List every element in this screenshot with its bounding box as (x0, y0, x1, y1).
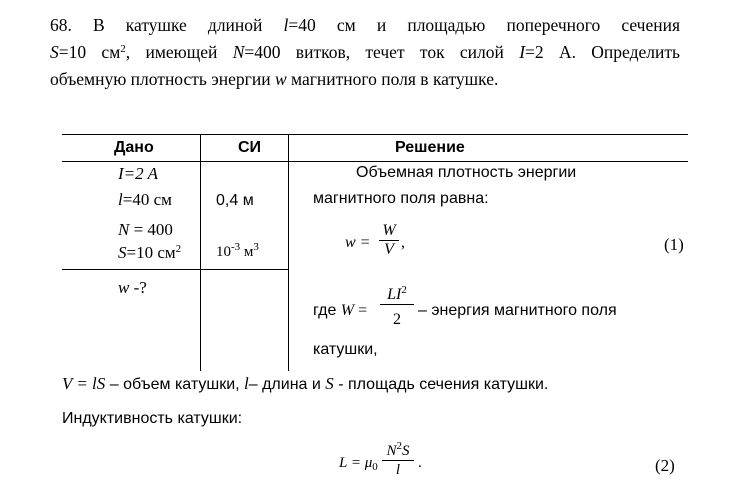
text: магнитного поля в катушке. (286, 69, 499, 89)
exponent: 3 (253, 241, 259, 253)
var-w: W (340, 302, 355, 319)
table-top-rule (62, 134, 688, 135)
where-text (313, 302, 367, 320)
var-l: l (118, 190, 123, 209)
eq1-tail: , (401, 234, 405, 251)
exponent: -3 (231, 241, 241, 253)
table-header-rule (62, 161, 688, 162)
text: L = μ (339, 455, 373, 471)
var-s: S (50, 42, 59, 62)
exponent: 2 (120, 43, 126, 55)
solution-text-1: Объемная плотность энергии (356, 164, 577, 181)
header-given: Дано (114, 139, 154, 156)
eq1-lhs (345, 234, 370, 252)
given-si-divider (200, 134, 201, 371)
problem-line-2 (50, 39, 680, 66)
var-l: l (244, 374, 249, 393)
exponent: 2 (175, 243, 182, 255)
text: 68. В катушке длиной (50, 15, 284, 35)
eq2-tail: . (418, 455, 422, 471)
solution-text-3: катушки, (313, 341, 378, 358)
text: где (313, 302, 341, 319)
text: 10 (216, 244, 231, 260)
si-area (216, 241, 259, 261)
text: м (240, 244, 254, 260)
var-n: N (232, 42, 245, 62)
var-n: N (118, 220, 130, 239)
var-i: I (519, 42, 526, 62)
var-l: l (283, 15, 289, 35)
header-solution: Решение (395, 139, 465, 156)
text: =10 см (58, 42, 121, 62)
find-w (118, 278, 147, 298)
where-text-tail: – энергия магнитного поля (418, 302, 617, 319)
numerator (382, 442, 414, 460)
text: =2 А. Определить (525, 42, 680, 62)
text: =40 см и площадью поперечного сечения (288, 15, 681, 35)
given-area (118, 243, 181, 263)
solution-text-2: магнитного поля равна: (313, 190, 489, 207)
si-solution-divider (288, 134, 289, 371)
volume-line (62, 374, 548, 394)
exponent: 2 (396, 440, 402, 452)
text: = 400 (129, 220, 173, 239)
var-w: w (118, 278, 130, 297)
eq1-fraction (379, 222, 399, 259)
text: N (386, 443, 397, 459)
text: – длина и (248, 376, 326, 393)
text: =40 см (122, 190, 172, 209)
eq2-lhs (339, 455, 378, 472)
energy-fraction (380, 286, 414, 329)
text: , имеющей (125, 42, 233, 62)
problem-line-1 (50, 12, 680, 39)
denominator: l (395, 462, 401, 478)
var-s: S (118, 243, 127, 262)
given-current (118, 164, 158, 184)
text: w = (345, 234, 371, 251)
eq2-number: (2) (655, 456, 675, 475)
denominator: V (384, 241, 394, 258)
numerator (380, 286, 414, 304)
si-length: 0,4 м (216, 192, 254, 209)
text: – объем катушки, (105, 376, 245, 393)
given-length (118, 190, 172, 210)
eq2-fraction (382, 442, 414, 479)
denominator: 2 (393, 311, 401, 328)
volume-equation: V = lS (62, 374, 106, 393)
given-find-rule (62, 269, 288, 270)
header-si: СИ (238, 139, 262, 156)
text: LI (387, 286, 402, 303)
var-s: S (325, 374, 334, 393)
fraction-bar (380, 304, 414, 305)
inductance-title: Индуктивность катушки: (62, 410, 243, 427)
given-turns (118, 220, 173, 240)
text: -? (129, 278, 147, 297)
subscript: 0 (372, 461, 378, 473)
problem-statement (50, 12, 680, 93)
eq1-number: (1) (664, 235, 684, 254)
current-value: I=2 A (118, 164, 158, 183)
text: S (402, 443, 410, 459)
text: объемную плотность энергии (50, 69, 275, 89)
text: = (354, 302, 368, 319)
text: =10 см (126, 243, 176, 262)
exponent: 2 (401, 284, 407, 296)
text: - площадь сечения катушки. (333, 376, 549, 393)
numerator: W (382, 222, 396, 239)
var-w: w (274, 69, 287, 89)
problem-line-3 (50, 66, 680, 93)
text: =400 витков, течет ток силой (244, 42, 520, 62)
